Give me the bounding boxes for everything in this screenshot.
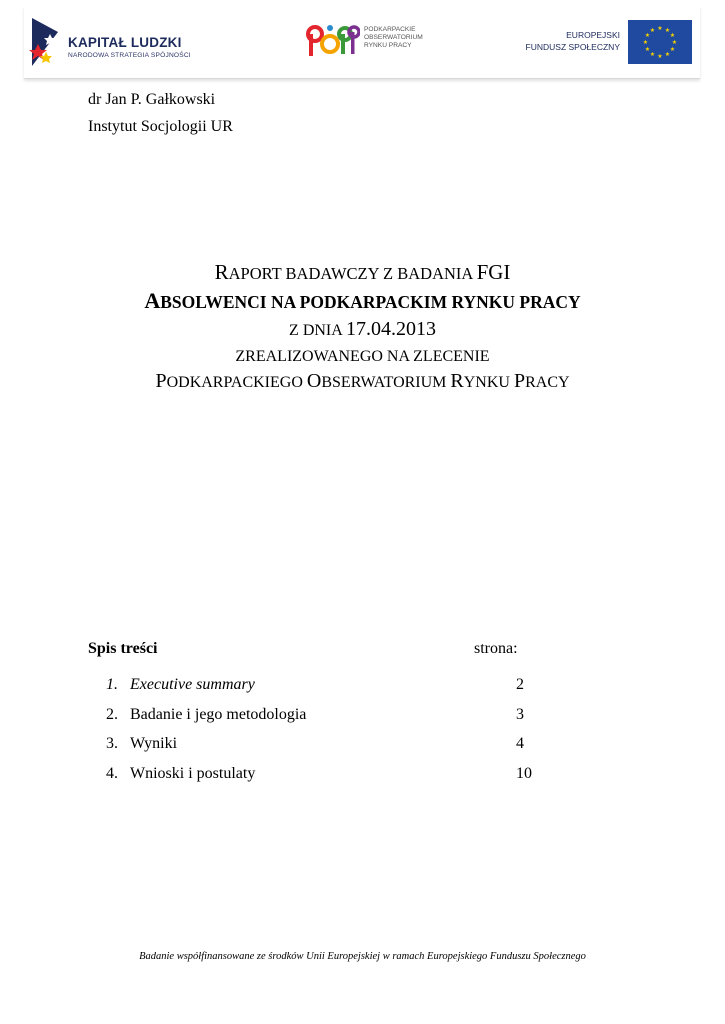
title-text: RACY: [525, 374, 570, 391]
porp-logo-text: [364, 26, 423, 51]
toc-item[interactable]: [88, 706, 548, 736]
porp-logo-icon: [306, 20, 360, 64]
logo-header: [24, 6, 700, 79]
toc-item-number: 2.: [106, 705, 118, 723]
porp-logo: [306, 20, 456, 70]
title-text: BSERWATORIUM: [321, 374, 451, 391]
efs-logo-text: [514, 29, 620, 53]
toc-item-page: 3: [516, 705, 524, 723]
svg-text:★: ★: [644, 32, 651, 39]
title-initial: R: [214, 260, 229, 284]
title-initial: P: [155, 370, 167, 392]
toc-item-number: 3.: [106, 735, 118, 752]
title-text: BSOLWENCI NA PODKARPACKIM RYNKU PRACY: [160, 292, 581, 312]
toc-page-label: strona:: [474, 640, 518, 657]
porp-line: PODKARPACKIE: [364, 26, 416, 33]
toc-item-page: 10: [516, 764, 532, 782]
title-initial: R: [450, 370, 464, 392]
toc-item-label: Executive summary: [130, 676, 255, 693]
title-line-main: [0, 286, 725, 317]
efs-line: EUROPEJSKI: [566, 30, 620, 40]
report-title: [0, 260, 725, 395]
toc-item-label: Badanie i jego metodologia: [130, 705, 307, 723]
title-initial: O: [306, 370, 322, 392]
title-initial: P: [513, 370, 526, 392]
toc-item[interactable]: [88, 676, 548, 706]
title-text: ODKARPACKIEGO: [166, 374, 307, 391]
title-date: 17.04.2013: [345, 318, 436, 340]
kapital-ludzki-subtitle: NARODOWA STRATEGIA SPÓJNOŚCI: [68, 52, 191, 59]
kapital-ludzki-logo: [28, 12, 228, 70]
title-text: APORT BADAWCZY Z BADANIA: [228, 264, 477, 283]
svg-text:★: ★: [642, 39, 649, 46]
svg-text:★: ★: [669, 46, 676, 53]
efs-line: FUNDUSZ SPOŁECZNY: [525, 42, 620, 52]
page-footer: Badanie współfinansowane ze środków Unii Europejskiej w ramach Europejskiego Funduszu Społecznego: [139, 951, 586, 962]
toc-list: [88, 676, 548, 794]
title-initial: A: [144, 288, 161, 313]
title-line-report: [0, 260, 725, 286]
toc-item-page: 2: [516, 676, 524, 693]
porp-line: RYNKU PRACY: [364, 42, 412, 50]
toc-item-label: Wyniki: [130, 735, 178, 752]
toc-item[interactable]: [88, 765, 548, 795]
svg-text:★: ★: [657, 25, 663, 32]
toc-item-number: 1.: [106, 676, 118, 693]
toc-item-label: Wnioski i postulaty: [130, 764, 256, 782]
table-of-contents: [88, 640, 548, 794]
title-line-commissioned: ZREALIZOWANEGO NA ZLECENIE: [235, 348, 490, 365]
svg-text:★: ★: [649, 51, 656, 58]
svg-text:★: ★: [657, 53, 663, 60]
title-line-date: [0, 317, 725, 343]
kapital-ludzki-logo-icon: [28, 14, 64, 70]
title-date-prefix: Z DNIA: [289, 322, 346, 339]
toc-title: Spis treści: [88, 640, 158, 657]
title-text: YNKU: [463, 374, 514, 391]
toc-item-number: 4.: [106, 764, 118, 782]
svg-text:★: ★: [671, 39, 678, 46]
efs-logo: [514, 18, 698, 70]
author-block: [88, 86, 233, 140]
title-line-client: [0, 369, 725, 395]
kapital-ludzki-title: KAPITAŁ LUDZKI: [68, 35, 182, 50]
title-fgi: FGI: [476, 260, 511, 284]
svg-text:★: ★: [649, 27, 656, 34]
svg-text:★: ★: [664, 27, 671, 34]
toc-header: [88, 640, 548, 662]
author-name: dr Jan P. Gałkowski: [88, 91, 216, 108]
svg-text:★: ★: [664, 51, 671, 58]
eu-flag-icon: [628, 20, 692, 64]
svg-text:★: ★: [669, 32, 676, 39]
porp-line: OBSERWATORIUM: [364, 34, 423, 42]
toc-item[interactable]: [88, 735, 548, 765]
toc-item-page: 4: [516, 735, 524, 752]
author-institute: Instytut Socjologii UR: [88, 118, 233, 135]
svg-text:★: ★: [644, 46, 651, 53]
